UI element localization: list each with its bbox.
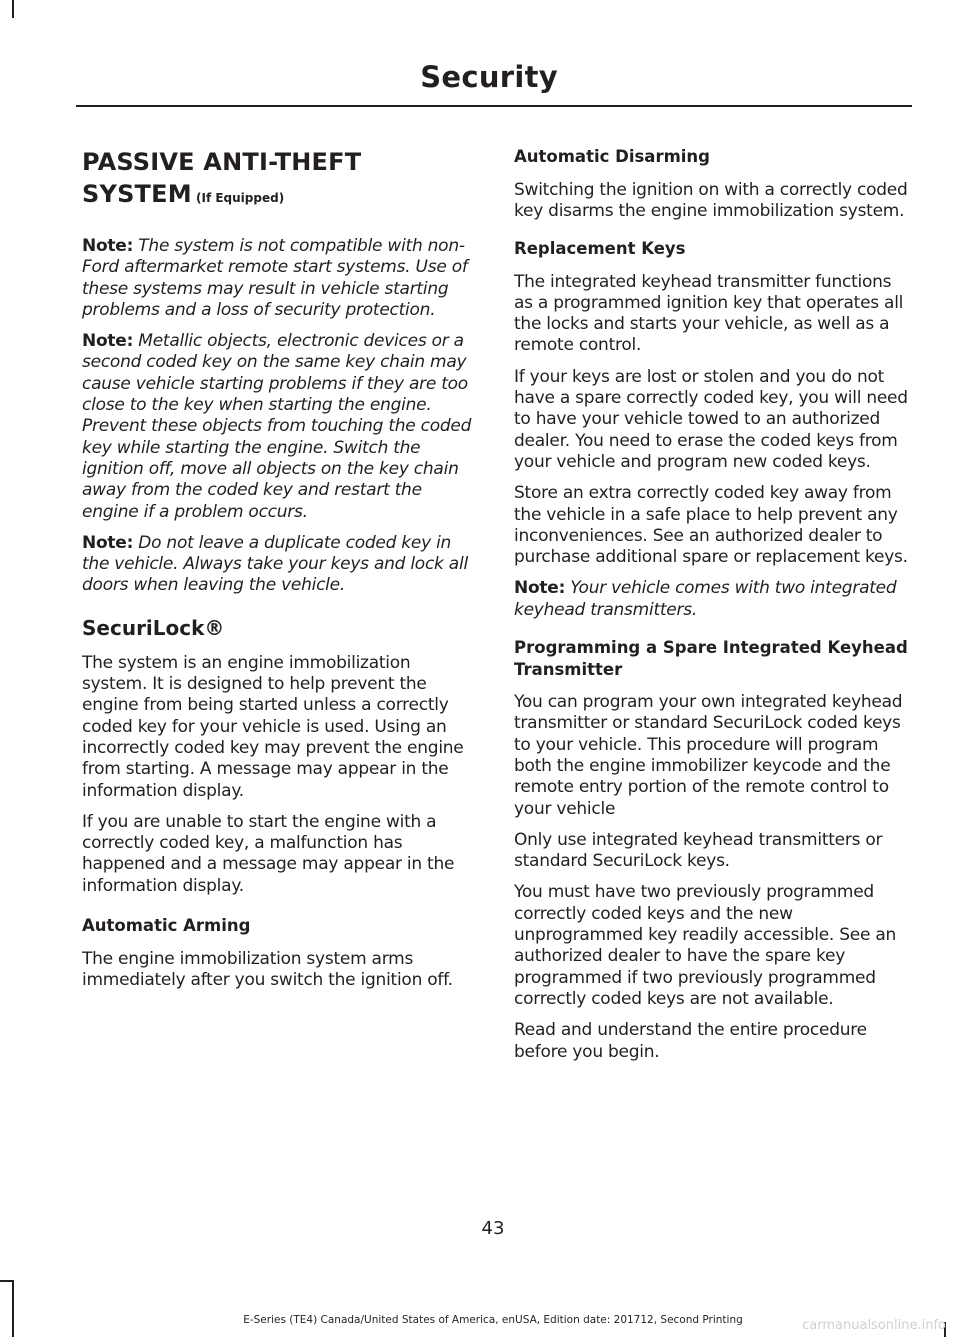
right-column (514, 146, 908, 1073)
automatic-disarming-paragraph: Switching the ignition on with a correctly coded key disarms the engine immobilization system. (514, 179, 908, 221)
securilock-paragraph-2: If you are unable to start the engine with a correctly coded key, a malfunction has happened and a message may appear in the information display. (82, 811, 455, 896)
left-column (82, 146, 474, 1001)
heading-line2: SYSTEM (82, 180, 192, 208)
note-duplicate-key: Note: Do not leave a duplicate coded key in the vehicle. Always take your keys and lock all doors when leaving the vehicle. (82, 532, 468, 596)
programming-paragraph-3: You must have two previously programmed correctly coded keys and the new unprogrammed key readily accessible. See an authorized dealer to have the spare key programmed if two previously programmed correctly coded keys are not available. (514, 882, 897, 1009)
note-two-transmitters: Note: Your vehicle comes with two integrated keyhead transmitters. (514, 578, 897, 620)
note-compatibility: Note: The system is not compatible with non-Ford aftermarket remote start systems. Use of these systems may result in vehicle starting problems and a loss of security protection. (82, 236, 468, 320)
watermark: carmanualsonline.info (802, 1318, 946, 1333)
programming-paragraph-1: You can program your own integrated keyhead transmitter or standard SecuriLock coded keys to your vehicle. This procedure will program both the engine immobilizer keycode and the remote entry portion of the remote control to your vehicle (514, 692, 903, 819)
crop-mark-bottom-left-h (0, 1280, 14, 1282)
header-rule (76, 105, 912, 107)
securilock-heading: SecuriLock® (82, 615, 225, 640)
page-number: 43 (481, 1218, 505, 1239)
automatic-arming-heading: Automatic Arming (82, 916, 251, 936)
automatic-disarming-heading: Automatic Disarming (514, 147, 710, 166)
main-heading (82, 146, 474, 214)
replacement-paragraph-3: Store an extra correctly coded key away from the vehicle in a safe place to help prevent any inconveniences. See an authorized dealer to purchase additional spare or replacement keys. (514, 483, 908, 568)
crop-mark-top-left (12, 0, 14, 18)
automatic-arming-paragraph: The engine immobilization system arms immediately after you switch the ignition off. (82, 948, 453, 990)
heading-suffix: (If Equipped) (191, 191, 285, 205)
programming-heading: Programming a Spare Integrated Keyhead Transmitter (514, 638, 908, 679)
programming-paragraph-4: Read and understand the entire procedure before you begin. (514, 1020, 867, 1062)
footer-edition: E-Series (TE4) Canada/United States of America, enUSA, Edition date: 201712, Second Printing (243, 1314, 743, 1326)
programming-paragraph-2: Only use integrated keyhead transmitters or standard SecuriLock keys. (514, 829, 883, 872)
note-metallic-objects: Note: Metallic objects, electronic devices or a second coded key on the same key chain may cause vehicle starting problems if they are too close to the key when starting the engine. Prevent these objects from touching the coded key while starting the engine. Switch the ignition off, move all objects on the key chain away from the coded key and restart the engine if a problem occurs. (82, 331, 472, 522)
section-title: Security (420, 60, 558, 94)
crop-mark-bottom-left (12, 1282, 14, 1337)
securilock-paragraph-1: The system is an engine immobilization system. It is designed to help prevent the engine from being started unless a correctly coded key for your vehicle is used. Using an incorrectly coded key may prevent the engine from starting. A message may appear in the information display. (82, 652, 464, 801)
replacement-paragraph-2: If your keys are lost or stolen and you do not have a spare correctly coded key, you will need to have your vehicle towed to an authorized dealer. You need to erase the coded keys from your vehicle and program new coded keys. (514, 366, 908, 472)
replacement-paragraph-1: The integrated keyhead transmitter functions as a programmed ignition key that operates all the locks and starts your vehicle, as well as a remote control. (514, 271, 904, 356)
heading-line1: PASSIVE ANTI-THEFT (82, 148, 362, 176)
replacement-keys-heading: Replacement Keys (514, 239, 686, 259)
